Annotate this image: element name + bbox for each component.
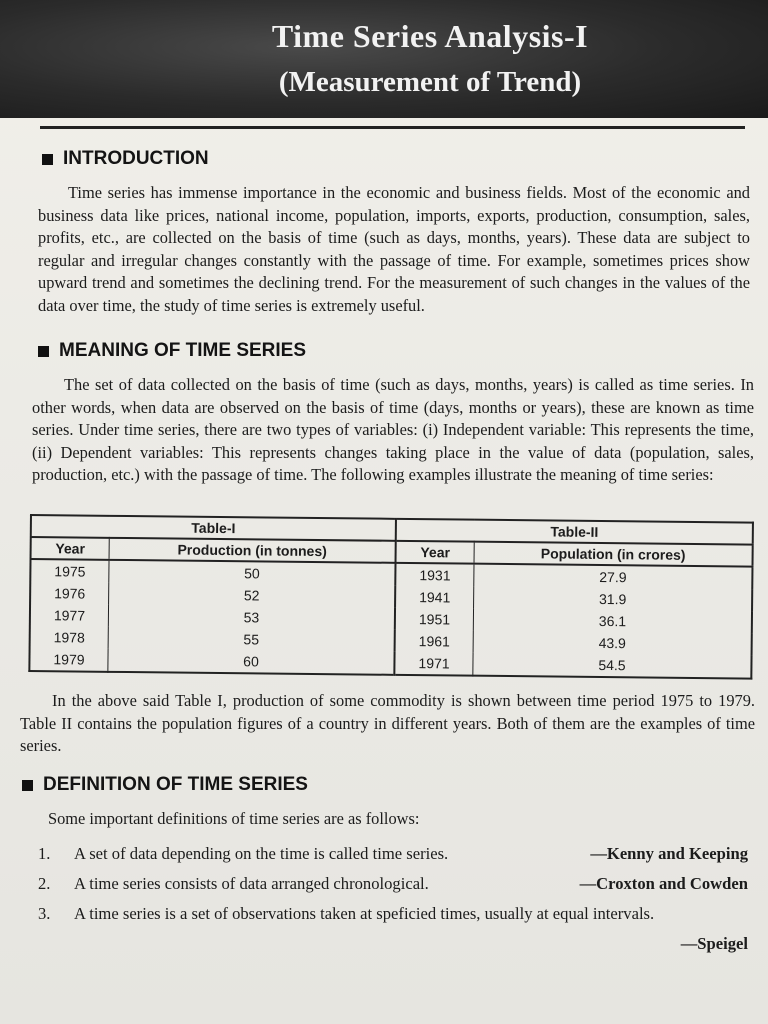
table2-year-cell: 1941	[395, 586, 474, 609]
table2-year-cell: 1961	[395, 630, 474, 653]
table2-year-cell: 1971	[394, 652, 473, 676]
meaning-heading	[38, 340, 306, 362]
definition-text: A time series is a set of observations taken at speficied times, usually at equal intervals.	[74, 904, 655, 923]
table1-year-cell: 1978	[30, 626, 109, 649]
introduction-heading	[42, 148, 209, 170]
table1-year-cell: 1979	[29, 648, 108, 672]
table1-value-cell: 50	[109, 560, 396, 586]
definition-heading-text: DEFINITION OF TIME SERIES	[43, 774, 308, 795]
square-bullet-icon	[22, 780, 33, 791]
table2-year-header: Year	[396, 541, 475, 564]
table2-caption: Table-II	[396, 519, 753, 545]
table2-population-header: Population (in crores)	[474, 542, 753, 567]
chapter-title: Time Series Analysis-I	[271, 18, 589, 54]
list-item	[38, 904, 748, 960]
table1-value-cell: 53	[108, 605, 395, 630]
table2-value-cell: 31.9	[598, 590, 627, 608]
meaning-paragraph: The set of data collected on the basis of time (such as days, months, years) is called as time series. In other words, when data are observed on the basis of time (days, months or years), these are known as time series. Under time series, there are two types of variables: (i) Independent variable: This represents the time, (ii) Dependent variables: This represents changes taking place in the value of data (population, sales, production, etc.) with the passage of time. The following examples illustrate the meaning of time series:	[32, 375, 754, 485]
definition-intro: Some important definitions of time series are as follows:	[48, 809, 420, 828]
table1-year-cell: 1976	[30, 582, 109, 605]
meaning-heading-text: MEANING OF TIME SERIES	[59, 340, 307, 361]
list-number: 3.	[38, 904, 51, 923]
definition-author: —Kenny and Keeping	[590, 844, 748, 863]
table1-caption: Table-I	[31, 515, 396, 541]
list-item	[38, 874, 748, 898]
table1-value-cell: 60	[108, 649, 395, 675]
after-table-paragraph: In the above said Table I, production of some commodity is shown between time period 1975 to 1979. Table II contains the population figures of a country in different years. Both of them are the examples of time series.	[20, 691, 755, 756]
table1-value-cell: 55	[108, 627, 395, 652]
table2-value-cell: 27.9	[599, 568, 627, 586]
definition-text: A time series consists of data arranged chronological.	[74, 874, 429, 893]
time-series-tables	[28, 514, 754, 680]
definition-author: —Speigel	[680, 934, 748, 953]
table1-year-header: Year	[31, 537, 110, 560]
table1-value-cell: 52	[109, 583, 396, 608]
chapter-banner	[0, 0, 768, 118]
list-number: 1.	[38, 844, 51, 863]
list-item	[38, 844, 748, 868]
table2-value-cell: 43.9	[598, 634, 626, 652]
introduction-paragraph: Time series has immense importance in the economic and business fields. Most of the economic and business data like prices, national income, population, imports, exports, production, consumption, sales, profits, etc., are collected on the basis of time (such as days, months, years). These data are subject to regular and irregular changes constantly with the passage of time. For example, sometimes prices show upward trend and sometimes the declining trend. For the measurement of such changes in the values of the data over time, the study of time series is extremely useful.	[38, 183, 750, 315]
table2-year-cell: 1951	[395, 608, 474, 631]
chapter-subtitle: (Measurement of Trend)	[278, 66, 582, 98]
list-number: 2.	[38, 874, 51, 893]
definition-heading	[22, 774, 308, 796]
introduction-heading-text: INTRODUCTION	[63, 148, 209, 169]
definition-author: —Croxton and Cowden	[579, 874, 748, 893]
table2-year-cell: 1931	[395, 563, 474, 587]
table1-year-cell: 1975	[30, 559, 109, 583]
table1-production-header: Production (in tonnes)	[109, 538, 396, 563]
header-rule	[40, 126, 745, 129]
definition-text: A set of data depending on the time is called time series.	[74, 844, 449, 863]
square-bullet-icon	[38, 346, 49, 357]
square-bullet-icon	[42, 154, 53, 165]
table2-value-cell: 54.5	[598, 656, 626, 674]
table2-value-cell: 36.1	[598, 612, 627, 630]
table1-year-cell: 1977	[30, 604, 109, 627]
